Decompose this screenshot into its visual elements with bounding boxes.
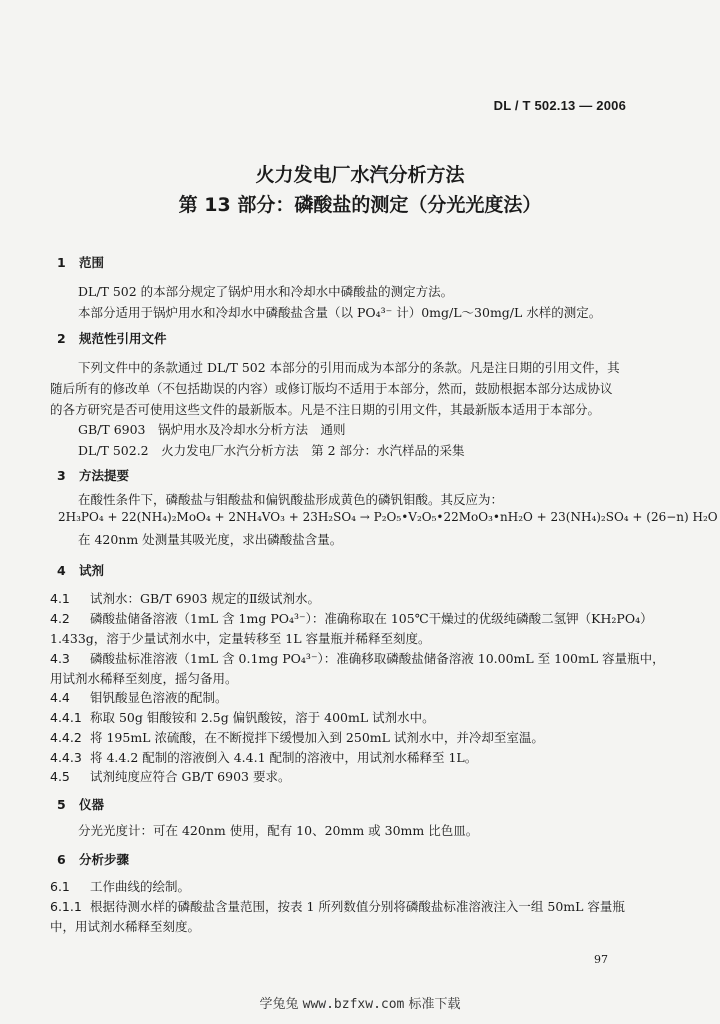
- reaction-equation: 2H₃PO₄ + 22(NH₄)₂MoO₄ + 2NH₄VO₃ + 23H₂SO₄ → P₂O₅•V₂O₅•22MoO₃•nH₂O + 23(NH₄)₂SO₄ + (26−n) H₂O: [58, 510, 718, 524]
- main-title: 火力发电厂水汽分析方法: [255, 164, 465, 186]
- footer-url[interactable]: www.bzfxw.com: [302, 997, 405, 1012]
- section-2-para-line-3: 的各方研究是否可使用这些文件的最新版本。凡是不注日期的引用文件，其最新版本适用于本部分。: [50, 402, 601, 417]
- clause-4-2-line-1: 4.2 磷酸盐储备溶液（1mL 含 1mg PO₄³⁻）：准确称取在 105℃干燥过的优级纯磷酸二氢钾（KH₂PO₄）: [50, 611, 653, 626]
- section-2-heading: 2 规范性引用文件: [57, 331, 167, 346]
- section-6-heading: 6 分析步骤: [57, 852, 130, 867]
- section-1-para-2: 本部分适用于锅炉用水和冷却水中磷酸盐含量（以 PO₄³⁻ 计）0mg/L～30mg/L 水样的测定。: [78, 305, 602, 320]
- clause-4-3-line-1: 4.3 磷酸盐标准溶液（1mL 含 0.1mg PO₄³⁻）：准确移取磷酸盐储备溶液 10.00mL 至 100mL 容量瓶中，: [50, 651, 665, 666]
- page-number: 97: [594, 953, 608, 966]
- document-code: DL / T 502.13 — 2006: [493, 98, 626, 113]
- clause-6-1-1-line-1: 6.1.1 根据待测水样的磷酸盐含量范围，按表 1 所列数值分别将磷酸盐标准溶液注入一组 50mL 容量瓶: [50, 899, 625, 914]
- footer-watermark: [0, 993, 720, 1012]
- section-3-heading: 3 方法提要: [57, 468, 130, 483]
- section-2-para-line-1: 下列文件中的条款通过 DL/T 502 本部分的引用而成为本部分的条款。凡是注日期的引用文件，其: [78, 360, 620, 375]
- section-5-para-1: 分光光度计：可在 420nm 使用，配有 10、20mm 或 30mm 比色皿。: [78, 823, 479, 838]
- section-2-para-line-2: 随后所有的修改单（不包括勘误的内容）或修订版均不适用于本部分，然而，鼓励根据本部分达成协议: [50, 381, 613, 396]
- section-4-heading: 4 试剂: [57, 563, 105, 578]
- section-3-para-2: 在 420nm 处测量其吸光度，求出磷酸盐含量。: [78, 532, 343, 547]
- clause-4-2-line-2: 1.433g，溶于少量试剂水中，定量转移至 1L 容量瓶并稀释至刻度。: [50, 631, 431, 646]
- footer-tagline: 标准下载: [408, 997, 461, 1012]
- reference-gbt6903: GB/T 6903 锅炉用水及冷却水分析方法 通则: [78, 422, 346, 437]
- section-1-heading: 1 范围: [57, 255, 105, 270]
- clause-4-3-line-2: 用试剂水稀释至刻度，摇匀备用。: [50, 671, 238, 686]
- clause-4-1: 4.1 试剂水：GB/T 6903 规定的Ⅱ级试剂水。: [50, 591, 320, 606]
- clause-4-5: 4.5 试剂纯度应符合 GB/T 6903 要求。: [50, 769, 291, 784]
- clause-6-1-1-line-2: 中，用试剂水稀释至刻度。: [50, 919, 201, 934]
- sub-title: 第 13 部分：磷酸盐的测定（分光光度法）: [178, 194, 542, 216]
- footer-site-name: 学兔兔: [259, 997, 299, 1012]
- clause-4-4: 4.4 钼钒酸显色溶液的配制。: [50, 690, 228, 705]
- clause-4-4-2: 4.4.2 将 195mL 浓硫酸，在不断搅拌下缓慢加入到 250mL 试剂水中，并冷却至室温。: [50, 730, 544, 745]
- clause-6-1: 6.1 工作曲线的绘制。: [50, 879, 191, 894]
- section-3-para-1: 在酸性条件下，磷酸盐与钼酸盐和偏钒酸盐形成黄色的磷钒钼酸。其反应为：: [78, 492, 504, 507]
- clause-4-4-3: 4.4.3 将 4.4.2 配制的溶液倒入 4.4.1 配制的溶液中，用试剂水稀释至 1L。: [50, 750, 478, 765]
- reference-dlt502-2: DL/T 502.2 火力发电厂水汽分析方法 第 2 部分：水汽样品的采集: [78, 443, 465, 458]
- section-5-heading: 5 仪器: [57, 797, 105, 812]
- clause-4-4-1: 4.4.1 称取 50g 钼酸铵和 2.5g 偏钒酸铵，溶于 400mL 试剂水中。: [50, 710, 435, 725]
- section-1-para-1: DL/T 502 的本部分规定了锅炉用水和冷却水中磷酸盐的测定方法。: [78, 284, 454, 299]
